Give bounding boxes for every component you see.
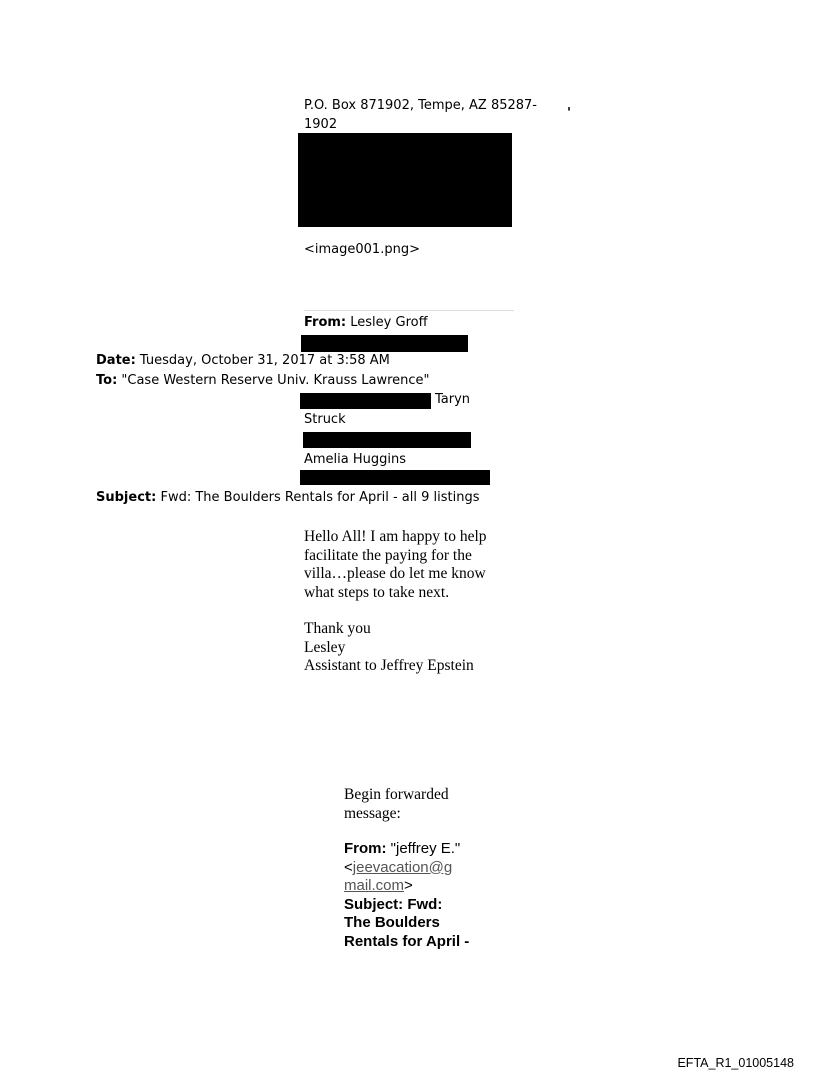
stray-mark: ' <box>567 106 571 121</box>
forwarded-from-label: From: <box>344 840 387 857</box>
subject-line <box>96 488 480 507</box>
address-block <box>304 96 537 134</box>
from-value: Lesley Groff <box>346 315 428 330</box>
date-label: Date: <box>96 353 136 368</box>
separator-line <box>304 310 514 311</box>
forwarded-intro <box>344 786 449 823</box>
forwarded-from-line <box>344 840 469 859</box>
forwarded-subject-line: Subject: Fwd: <box>344 895 443 913</box>
email-link-part-1[interactable]: jeevacation@g <box>352 858 453 876</box>
image-placeholder: <image001.png> <box>304 242 420 257</box>
body-line: Hello All! I am happy to help <box>304 528 487 545</box>
document-id: EFTA_R1_01005148 <box>677 1056 794 1070</box>
address-line-2: 1902 <box>304 117 338 132</box>
redacted-recipient-1 <box>300 393 431 409</box>
message-body <box>304 528 487 602</box>
redacted-from-email <box>301 335 468 352</box>
email-bracket-open: < <box>344 858 353 876</box>
forwarded-intro-line: message: <box>344 804 401 822</box>
date-line <box>96 351 390 370</box>
subject-value: Fwd: The Boulders Rentals for April - all 9 listings <box>156 490 480 505</box>
redacted-block-image <box>298 133 512 227</box>
date-value: Tuesday, October 31, 2017 at 3:58 AM <box>135 353 390 368</box>
recipient-taryn-last: Struck <box>304 412 346 427</box>
forwarded-intro-line: Begin forwarded <box>344 786 449 803</box>
forwarded-subject-line: The Boulders <box>344 914 440 931</box>
signature <box>304 620 474 676</box>
signoff-line: Assistant to Jeffrey Epstein <box>304 657 474 674</box>
from-label: From: <box>304 315 347 330</box>
redacted-recipient-2 <box>303 432 471 448</box>
forwarded-email-line-1 <box>344 859 469 878</box>
redacted-recipient-3 <box>300 470 490 485</box>
address-line-1: P.O. Box 871902, Tempe, AZ 85287- <box>304 98 537 113</box>
forwarded-header <box>344 840 469 951</box>
signoff-line: Thank you <box>304 620 371 637</box>
email-bracket-close: > <box>404 877 413 894</box>
recipient-taryn-first: Taryn <box>435 392 471 407</box>
to-value: "Case Western Reserve Univ. Krauss Lawrence" <box>117 373 430 388</box>
body-line: what steps to take next. <box>304 583 450 601</box>
to-label: To: <box>96 373 118 388</box>
email-link-part-2[interactable]: mail.com <box>344 877 405 894</box>
forwarded-from-value: "jeffrey E." <box>386 840 461 857</box>
subject-label: Subject: <box>96 490 157 505</box>
from-line <box>304 313 428 332</box>
body-line: villa…please do let me know <box>304 565 486 582</box>
forwarded-subject-line: Rentals for April - <box>344 932 470 950</box>
recipient-amelia: Amelia Huggins <box>304 452 407 467</box>
signoff-line: Lesley <box>304 638 346 656</box>
body-line: facilitate the paying for the <box>304 546 472 564</box>
forwarded-email-line-2 <box>344 877 469 896</box>
to-line <box>96 371 430 390</box>
